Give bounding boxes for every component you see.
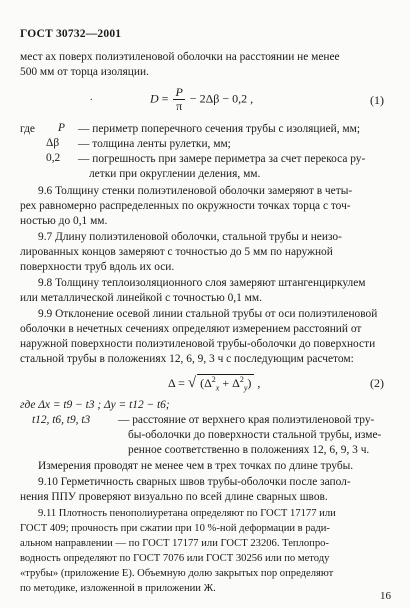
defs-2-text-3: ренное соответственно в положениях 12, 6, 9, 3 ч.	[128, 444, 370, 456]
p911-line-1: ГОСТ 409; прочность при сжатии при 10 %-ной деформации в ради-	[20, 523, 330, 534]
defs-1-prefix: где	[20, 123, 35, 135]
defs-1-text-2: — погрешность при замере периметра за счет перекоса ру-	[78, 153, 366, 165]
defs-1-text-0: — периметр поперечного сечения трубы с изоляцией, мм;	[78, 123, 361, 135]
defs-1-sym-0: P	[58, 122, 65, 134]
p98-line-1: или металлической линейкой с точностью 0,1 мм.	[20, 292, 262, 304]
formula-1-rest: − 2Δβ − 0,2 ,	[186, 91, 254, 106]
p911-line-5: по методике, изложенной в приложении Ж.	[20, 583, 216, 594]
defs-2-line-1: где Δx = t9 − t3 ; Δy = t12 − t6;	[20, 399, 170, 411]
p99-line-3: стальной трубы в положениях 12, 6, 9, 3 ч с последующим расчетом:	[20, 353, 354, 365]
p99-line-2: наружной поверхности полиэтиленовой трубы-оболочки до поверхности	[20, 338, 376, 350]
p99-line-1: оболочки в нечетных сечениях определяют измерением расстояний от	[20, 323, 362, 335]
p98-line-0: 9.8 Толщину теплоизоляционного слоя замеряют штангенциркулем	[38, 277, 366, 289]
p96-line-0: 9.6 Толщину стенки полиэтиленовой оболочки замеряют в четы-	[38, 185, 353, 197]
defs-1-text-1: — толщина ленты рулетки, мм;	[78, 138, 231, 150]
p96-line-2: ностью до 0,1 мм.	[20, 215, 108, 227]
p911-line-4: «трубы» (приложение Е). Объемную долю закрытых пор определяют	[20, 568, 334, 579]
p97-line-2: поверхности труб вдоль их оси.	[20, 261, 175, 273]
p99-line-0: 9.9 Отклонение осевой линии стальной трубы от оси полиэтиленовой	[38, 308, 378, 320]
defs-1-sym-2: 0,2	[46, 152, 61, 164]
formula-1-lhs: D	[150, 91, 159, 106]
sqrt-icon: √	[187, 375, 197, 391]
p97-line-0: 9.7 Длину полиэтиленовой оболочки, стальной трубы и неизо-	[38, 231, 342, 243]
p911-line-0: 9.11 Плотность пенополиуретана определяют по ГОСТ 17177 или	[38, 508, 336, 519]
p911-line-3: водность определяют по ГОСТ 7076 или ГОСТ 30256 или по методу	[20, 553, 330, 564]
intro-line-2: 500 мм от торца изоляции.	[20, 66, 149, 78]
margin-dot: .	[90, 92, 93, 103]
p96-line-1: рех равномерно распределенных по окружности точках торца с точ-	[20, 200, 351, 212]
formula-2: Δ = √ $(\Delta^2_x + \Delta^2_y)$ ,	[168, 375, 261, 393]
p97-line-1: лированных концов замеряют с точностью до 5 мм по наружной	[20, 246, 333, 258]
formula-2-number: (2)	[370, 376, 384, 390]
formula-1-number: (1)	[370, 93, 384, 107]
formula-1: D = $\frac{P}{\pi}$ − 2Δβ − 0,2 ,	[150, 85, 254, 113]
p911-line-2: альном направлении — по ГОСТ 17177 или ГОСТ 23206. Теплопро-	[20, 538, 329, 549]
formula-1-fraction: $\frac{P}{\pi}$	[175, 85, 183, 113]
defs-2-text-2: бы-оболочки до поверхности стальной трубы, изме-	[128, 429, 382, 441]
page-number: 16	[380, 590, 391, 602]
p910-line-0: 9.10 Герметичность сварных швов трубы-оболочки после запол-	[38, 476, 351, 488]
measure-note: Измерения проводят не менее чем в трех точках по длине трубы.	[38, 460, 354, 472]
defs-1-sym-1: Δβ	[46, 137, 60, 149]
defs-1-text-3: летки при округлении деления, мм.	[89, 168, 261, 180]
document-header: ГОСТ 30732—2001	[20, 28, 122, 40]
defs-2-text-1: — расстояние от верхнего края полиэтиленовой тру-	[118, 414, 375, 426]
intro-line-1: мест ах поверх полиэтиленовой оболочки на расстоянии не менее	[20, 51, 340, 63]
defs-2-symbols: t12, t6, t9, t3	[32, 414, 91, 426]
p910-line-1: нения ППУ проверяют визуально по всей длине сварных швов.	[20, 491, 328, 503]
